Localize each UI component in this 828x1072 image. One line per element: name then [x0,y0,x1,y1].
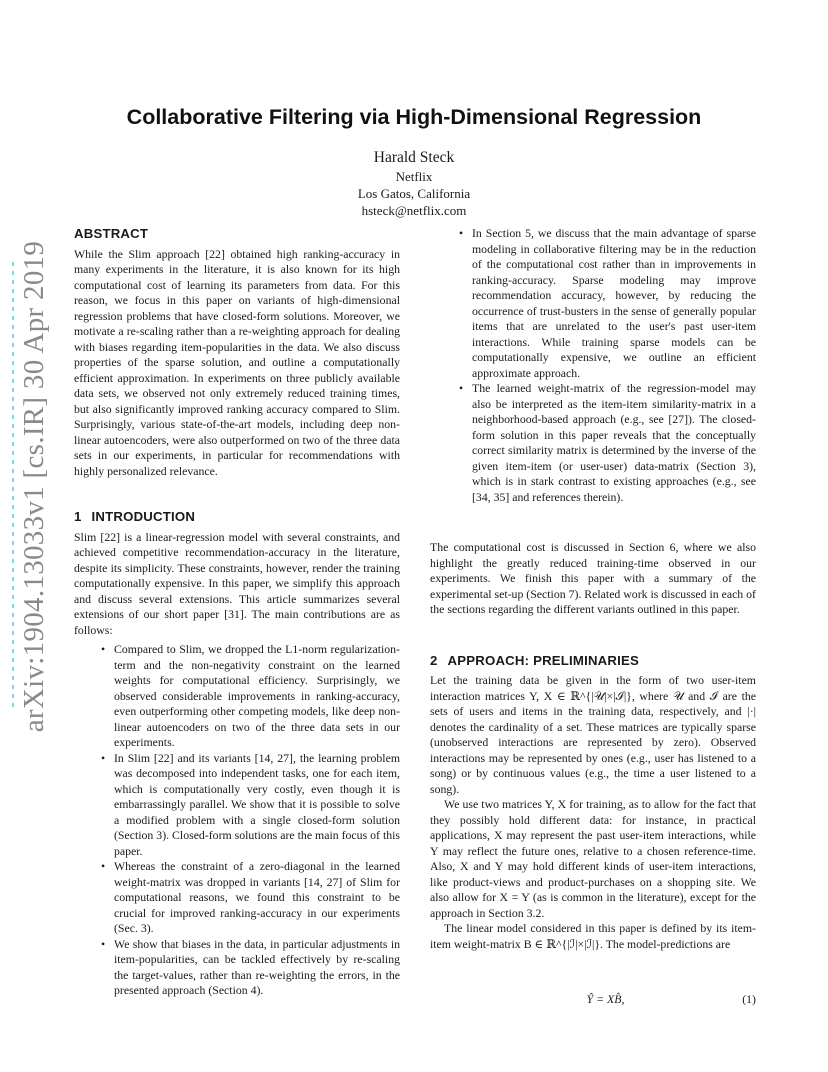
intro-heading [74,509,400,525]
intro-closing-paragraph: The computational cost is discussed in Section 6, where we also highlight the greatly reduced training-time observed in our experiments. We finish this paper with a summary of the experimental set-up (Section 7). Related work is discussed in each of the sections regarding the different variants outlined in this paper. [430,540,756,616]
right-column [430,226,756,1008]
author-name: Harald Steck [373,149,455,166]
author-affiliation: Netflix [395,169,433,184]
intro-number: 1 [74,509,82,524]
contribution-item: • Whereas the constraint of a zero-diagonal in the learned weight-matrix was dropped in variants [14, 27] of Slim for computational reasons, we found this constraint to be crucial for improved ranking-accuracy in our experiments (Sec. 3). [114,859,400,937]
left-column [74,226,400,999]
equation-number: (1) [742,992,756,1006]
approach-paragraph-3: The linear model considered in this paper is defined by its item-item weight-matrix B ∈ ℝ^{|ℐ|×|ℐ|}. The model-predictions are [430,921,756,951]
equation-body: Ŷ = XB̂, [586,992,625,1006]
arxiv-identifier: arXiv:1904.13033v1 [cs.IR] 30 Apr 2019 [18,240,51,732]
approach-paragraph-1: Let the training data be given in the form of two user-item interaction matrices Y, X ∈ ℝ^{|𝒰|×|ℐ|}, where 𝒰 and ℐ are the sets of users and items in the training data, respectively, and |·| denotes the cardinality of a set. These matrices are typically sparse (unobserved interactions are represented by zero). Observed interactions may be represented by ones (e.g., user has listened to a song) or by continuous values (e.g., the time a user listened to a song). [430,673,756,796]
approach-number: 2 [430,652,438,668]
abstract-heading: ABSTRACT [74,226,149,241]
contribution-list-continued [430,226,756,505]
approach-heading [430,653,756,669]
approach-paragraph-2: We use two matrices Y, X for training, as to allow for the fact that they possibly hold different data: for instance, in practical applications, X may represent the past user-item interactions, while Y may reflect the future ones, relative to a chosen reference-time. Also, X and Y may hold different kinds of user-item interactions, like product-views and product-purchases on a shopping site. We also allow for X = Y (as is common in the literature), except for the approach in Section 3.2. [430,797,756,920]
author-block [0,148,828,219]
paper-title: Collaborative Filtering via High-Dimensional Regression [126,105,702,129]
contribution-item: • The learned weight-matrix of the regression-model may also be interpreted as the item-item similarity-matrix in a neighborhood-based approach (e.g., see [27]). The closed-form solution in this paper reveals that the conceptually correct similarity matrix is determined by the inverse of the given item-item (or user-user) data-matrix (Section 3), which is in stark contrast to existing approaches (e.g., see [34, 35] and references therein). [472,381,756,505]
author-location: Los Gatos, California [357,186,471,201]
intro-heading-text: INTRODUCTION [91,509,196,524]
contribution-list [74,642,400,999]
contribution-item: • In Slim [22] and its variants [14, 27], the learning problem was decomposed into independent tasks, one for each item, which is computationally very costly, even though it is embarrassingly parallel. We show that it is possible to solve a modified problem with a single closed-form solution (Section 3). Closed-form solutions are the main focus of this paper. [114,751,400,860]
author-email[interactable]: hsteck@netflix.com [361,203,467,218]
contribution-item: • In Section 5, we discuss that the main advantage of sparse modeling in collaborative filtering may be in the reduction of the computational cost rather than in improvements in ranking-accuracy. Sparse modeling may improve recommendation accuracy, however, by reducing the occurrence of trust-busters in the sense of generally popular items that are unrelated to the user's past user-item interactions. While training sparse models can be computationally expensive, we outline an efficient approximate approach. [472,226,756,381]
abstract-text: While the Slim approach [22] obtained high ranking-accuracy in many experiments in the literature, it is also known for its high computational cost of learning its parameters from data. For this reason, we focus in this paper on variants of high-dimensional regression problems that have closed-form solutions. Moreover, we motivate a re-scaling rather than a re-weighting approach for dealing with biases regarding item-popularities in the data. We also discuss properties of the sparse solution, and outline a computationally efficient approximation. In experiments on three publicly available data sets, we observed not only extremely reduced training times, but also significantly improved ranking accuracy compared to Slim. Surprisingly, various state-of-the-art models, including deep non-linear autoencoders, were also outperformed on two of the three data sets in our experiments, in particular for recommendations with highly personalized relevance. [74,246,400,478]
intro-text: Slim [22] is a linear-regression model with several constraints, and achieved competitive recommendation-accuracy in the literature, despite its simplicity. These constraints, however, render the training computationally expensive. In this paper, we simplify this approach and discuss several extensions. This article summarizes several extensions of our short paper [31]. The main contributions are as follows: [74,529,400,637]
contribution-item: • Compared to Slim, we dropped the L1-norm regularization-term and the non-negativity constraint on the learned weights for computational efficiency. Surprisingly, we observed considerable improvements in ranking-accuracy, even outperforming other competing models, like deep non-linear autoencoders on two of the three data sets in our experiments. [114,642,400,751]
equation-1 [430,992,756,1008]
approach-heading-text: APPROACH: PRELIMINARIES [447,652,639,668]
contribution-item: • We show that biases in the data, in particular adjustments in item-popularities, can be tackled effectively by re-scaling the target-values, rather than re-weighting the errors, in the presented approach (Section 4). [114,937,400,999]
